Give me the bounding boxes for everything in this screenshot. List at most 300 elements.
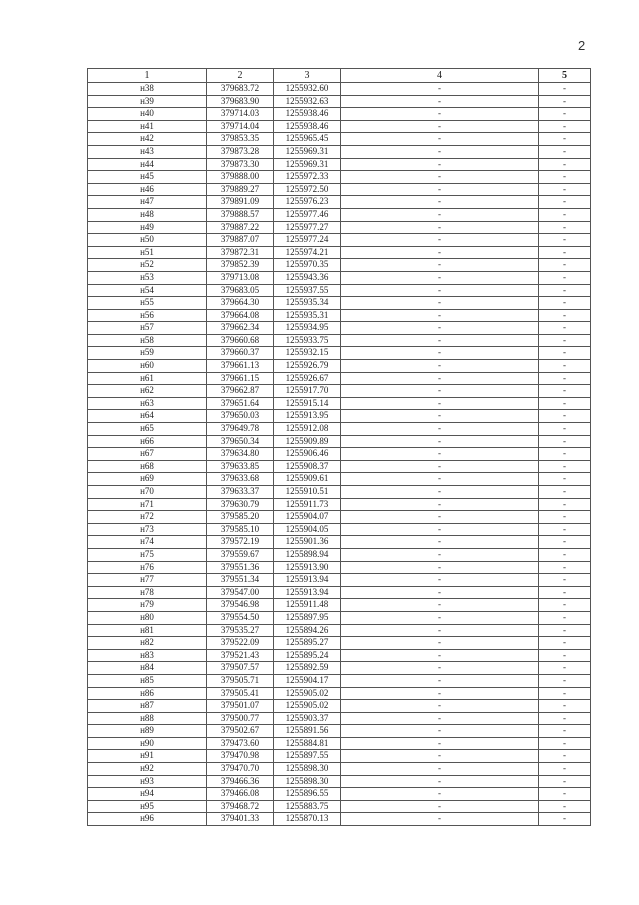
table-row [88,498,591,511]
x-coordinate-cell: 379891.09 [207,196,274,209]
col-5-cell: - [539,460,591,473]
col-4-cell: - [341,397,539,410]
y-coordinate-cell: 1255909.89 [274,435,341,448]
col-5-cell: - [539,674,591,687]
col-5-cell: - [539,687,591,700]
col-5-cell: - [539,347,591,360]
table-row [88,662,591,675]
col-5-cell: - [539,83,591,96]
col-5-cell: - [539,486,591,499]
col-4-cell: - [341,788,539,801]
point-id-cell: н85 [88,674,207,687]
x-coordinate-cell: 379662.34 [207,322,274,335]
col-5-cell: - [539,171,591,184]
y-coordinate-cell: 1255870.13 [274,813,341,826]
col-4-cell: - [341,360,539,373]
col-4-cell: - [341,674,539,687]
col-4-cell: - [341,108,539,121]
col-5-cell: - [539,700,591,713]
y-coordinate-cell: 1255891.56 [274,725,341,738]
x-coordinate-cell: 379683.72 [207,83,274,96]
point-id-cell: н77 [88,574,207,587]
col-4-cell: - [341,183,539,196]
y-coordinate-cell: 1255913.94 [274,586,341,599]
point-id-cell: н52 [88,259,207,272]
table-row [88,259,591,272]
y-coordinate-cell: 1255911.48 [274,599,341,612]
col-5-cell: - [539,145,591,158]
col-4-cell: - [341,662,539,675]
table-row [88,133,591,146]
table-row [88,145,591,158]
x-coordinate-cell: 379554.50 [207,611,274,624]
y-coordinate-cell: 1255898.94 [274,548,341,561]
y-coordinate-cell: 1255933.75 [274,334,341,347]
point-id-cell: н82 [88,637,207,650]
table-row [88,536,591,549]
col-4-cell: - [341,486,539,499]
point-id-cell: н68 [88,460,207,473]
point-id-cell: н84 [88,662,207,675]
coordinates-table [87,68,591,826]
col-4-cell: - [341,498,539,511]
col-5-cell: - [539,637,591,650]
col-5-cell: - [539,334,591,347]
col-5-cell: - [539,624,591,637]
col-4-cell: - [341,95,539,108]
point-id-cell: н93 [88,775,207,788]
col-4-cell: - [341,712,539,725]
col-5-cell: - [539,788,591,801]
table-row [88,95,591,108]
point-id-cell: н95 [88,800,207,813]
col-4-cell: - [341,813,539,826]
col-5-cell: - [539,234,591,247]
col-5-cell: - [539,410,591,423]
point-id-cell: н76 [88,561,207,574]
point-id-cell: н66 [88,435,207,448]
point-id-cell: н60 [88,360,207,373]
col-5-cell: - [539,397,591,410]
x-coordinate-cell: 379662.87 [207,385,274,398]
point-id-cell: н45 [88,171,207,184]
point-id-cell: н96 [88,813,207,826]
x-coordinate-cell: 379661.15 [207,372,274,385]
table-row [88,196,591,209]
col-4-cell: - [341,800,539,813]
x-coordinate-cell: 379873.28 [207,145,274,158]
table-row [88,813,591,826]
x-coordinate-cell: 379500.77 [207,712,274,725]
header-col-4: 4 [341,69,539,83]
table-row [88,788,591,801]
col-5-cell: - [539,271,591,284]
x-coordinate-cell: 379664.08 [207,309,274,322]
col-4-cell: - [341,624,539,637]
y-coordinate-cell: 1255903.37 [274,712,341,725]
y-coordinate-cell: 1255926.79 [274,360,341,373]
y-coordinate-cell: 1255895.27 [274,637,341,650]
y-coordinate-cell: 1255913.90 [274,561,341,574]
table-row [88,687,591,700]
header-col-2: 2 [207,69,274,83]
x-coordinate-cell: 379473.60 [207,737,274,750]
point-id-cell: н79 [88,599,207,612]
table-row [88,548,591,561]
table-row [88,423,591,436]
table-row [88,700,591,713]
point-id-cell: н43 [88,145,207,158]
point-id-cell: н64 [88,410,207,423]
col-4-cell: - [341,599,539,612]
point-id-cell: н75 [88,548,207,561]
col-5-cell: - [539,574,591,587]
col-4-cell: - [341,347,539,360]
x-coordinate-cell: 379585.20 [207,511,274,524]
x-coordinate-cell: 379633.68 [207,473,274,486]
col-4-cell: - [341,297,539,310]
col-5-cell: - [539,158,591,171]
col-5-cell: - [539,133,591,146]
col-5-cell: - [539,246,591,259]
col-5-cell: - [539,511,591,524]
point-id-cell: н44 [88,158,207,171]
col-4-cell: - [341,145,539,158]
table-row [88,649,591,662]
y-coordinate-cell: 1255969.31 [274,145,341,158]
col-4-cell: - [341,611,539,624]
point-id-cell: н58 [88,334,207,347]
x-coordinate-cell: 379466.36 [207,775,274,788]
col-5-cell: - [539,95,591,108]
col-5-cell: - [539,208,591,221]
x-coordinate-cell: 379585.10 [207,523,274,536]
x-coordinate-cell: 379521.43 [207,649,274,662]
x-coordinate-cell: 379888.00 [207,171,274,184]
y-coordinate-cell: 1255915.14 [274,397,341,410]
col-4-cell: - [341,637,539,650]
col-4-cell: - [341,234,539,247]
y-coordinate-cell: 1255909.61 [274,473,341,486]
point-id-cell: н53 [88,271,207,284]
table-row [88,221,591,234]
col-4-cell: - [341,586,539,599]
point-id-cell: н87 [88,700,207,713]
y-coordinate-cell: 1255910.51 [274,486,341,499]
point-id-cell: н81 [88,624,207,637]
col-5-cell: - [539,498,591,511]
col-5-cell: - [539,712,591,725]
table-row [88,410,591,423]
point-id-cell: н57 [88,322,207,335]
x-coordinate-cell: 379559.67 [207,548,274,561]
table-row [88,83,591,96]
x-coordinate-cell: 379887.22 [207,221,274,234]
x-coordinate-cell: 379535.27 [207,624,274,637]
point-id-cell: н69 [88,473,207,486]
table-row [88,208,591,221]
point-id-cell: н41 [88,120,207,133]
y-coordinate-cell: 1255977.46 [274,208,341,221]
col-5-cell: - [539,775,591,788]
x-coordinate-cell: 379547.00 [207,586,274,599]
y-coordinate-cell: 1255935.31 [274,309,341,322]
point-id-cell: н48 [88,208,207,221]
col-4-cell: - [341,473,539,486]
col-5-cell: - [539,297,591,310]
col-5-cell: - [539,599,591,612]
table-row [88,763,591,776]
y-coordinate-cell: 1255937.55 [274,284,341,297]
x-coordinate-cell: 379630.79 [207,498,274,511]
col-4-cell: - [341,548,539,561]
x-coordinate-cell: 379889.27 [207,183,274,196]
point-id-cell: н91 [88,750,207,763]
x-coordinate-cell: 379551.34 [207,574,274,587]
point-id-cell: н83 [88,649,207,662]
col-4-cell: - [341,763,539,776]
col-4-cell: - [341,196,539,209]
col-5-cell: - [539,536,591,549]
y-coordinate-cell: 1255932.63 [274,95,341,108]
col-5-cell: - [539,548,591,561]
table-row [88,473,591,486]
table-row [88,486,591,499]
table-row [88,284,591,297]
col-4-cell: - [341,372,539,385]
y-coordinate-cell: 1255965.45 [274,133,341,146]
x-coordinate-cell: 379401.33 [207,813,274,826]
x-coordinate-cell: 379649.78 [207,423,274,436]
point-id-cell: н92 [88,763,207,776]
col-5-cell: - [539,561,591,574]
table-row [88,108,591,121]
col-5-cell: - [539,108,591,121]
x-coordinate-cell: 379522.09 [207,637,274,650]
col-5-cell: - [539,662,591,675]
table-row [88,448,591,461]
x-coordinate-cell: 379853.35 [207,133,274,146]
x-coordinate-cell: 379683.05 [207,284,274,297]
y-coordinate-cell: 1255904.05 [274,523,341,536]
table-row [88,460,591,473]
x-coordinate-cell: 379873.30 [207,158,274,171]
col-4-cell: - [341,700,539,713]
x-coordinate-cell: 379468.72 [207,800,274,813]
y-coordinate-cell: 1255935.34 [274,297,341,310]
table-row [88,523,591,536]
point-id-cell: н54 [88,284,207,297]
table-row [88,360,591,373]
col-4-cell: - [341,271,539,284]
point-id-cell: н89 [88,725,207,738]
x-coordinate-cell: 379651.64 [207,397,274,410]
x-coordinate-cell: 379852.39 [207,259,274,272]
y-coordinate-cell: 1255938.46 [274,108,341,121]
y-coordinate-cell: 1255913.95 [274,410,341,423]
table-row [88,586,591,599]
header-row [88,69,591,83]
y-coordinate-cell: 1255938.46 [274,120,341,133]
col-4-cell: - [341,334,539,347]
table-row [88,624,591,637]
x-coordinate-cell: 379466.08 [207,788,274,801]
col-5-cell: - [539,649,591,662]
col-5-cell: - [539,435,591,448]
x-coordinate-cell: 379872.31 [207,246,274,259]
col-5-cell: - [539,120,591,133]
point-id-cell: н51 [88,246,207,259]
header-col-3: 3 [274,69,341,83]
y-coordinate-cell: 1255969.31 [274,158,341,171]
table-header [88,69,591,83]
y-coordinate-cell: 1255972.50 [274,183,341,196]
x-coordinate-cell: 379714.03 [207,108,274,121]
y-coordinate-cell: 1255905.02 [274,700,341,713]
point-id-cell: н71 [88,498,207,511]
table-row [88,271,591,284]
y-coordinate-cell: 1255934.95 [274,322,341,335]
point-id-cell: н86 [88,687,207,700]
col-4-cell: - [341,460,539,473]
point-id-cell: н74 [88,536,207,549]
x-coordinate-cell: 379650.34 [207,435,274,448]
table-row [88,435,591,448]
y-coordinate-cell: 1255977.27 [274,221,341,234]
header-col-5: 5 [539,69,591,83]
col-4-cell: - [341,385,539,398]
col-5-cell: - [539,360,591,373]
col-5-cell: - [539,763,591,776]
table-row [88,674,591,687]
table-row [88,347,591,360]
y-coordinate-cell: 1255976.23 [274,196,341,209]
table-row [88,372,591,385]
x-coordinate-cell: 379633.85 [207,460,274,473]
table-row [88,385,591,398]
table-row [88,234,591,247]
y-coordinate-cell: 1255897.95 [274,611,341,624]
table-row [88,309,591,322]
col-4-cell: - [341,309,539,322]
col-4-cell: - [341,448,539,461]
table-row [88,574,591,587]
col-4-cell: - [341,574,539,587]
point-id-cell: н72 [88,511,207,524]
y-coordinate-cell: 1255904.07 [274,511,341,524]
point-id-cell: н55 [88,297,207,310]
y-coordinate-cell: 1255972.33 [274,171,341,184]
x-coordinate-cell: 379572.19 [207,536,274,549]
point-id-cell: н47 [88,196,207,209]
col-5-cell: - [539,750,591,763]
col-4-cell: - [341,83,539,96]
col-4-cell: - [341,511,539,524]
y-coordinate-cell: 1255926.67 [274,372,341,385]
x-coordinate-cell: 379502.67 [207,725,274,738]
x-coordinate-cell: 379633.37 [207,486,274,499]
y-coordinate-cell: 1255911.73 [274,498,341,511]
point-id-cell: н38 [88,83,207,96]
col-4-cell: - [341,423,539,436]
col-5-cell: - [539,385,591,398]
col-4-cell: - [341,737,539,750]
y-coordinate-cell: 1255897.55 [274,750,341,763]
y-coordinate-cell: 1255932.60 [274,83,341,96]
table-row [88,611,591,624]
point-id-cell: н46 [88,183,207,196]
col-5-cell: - [539,448,591,461]
col-4-cell: - [341,120,539,133]
col-5-cell: - [539,259,591,272]
x-coordinate-cell: 379714.04 [207,120,274,133]
x-coordinate-cell: 379470.70 [207,763,274,776]
table-row [88,297,591,310]
col-5-cell: - [539,611,591,624]
col-5-cell: - [539,473,591,486]
y-coordinate-cell: 1255894.26 [274,624,341,637]
col-4-cell: - [341,687,539,700]
page-number: 2 [578,38,586,53]
col-5-cell: - [539,737,591,750]
col-5-cell: - [539,800,591,813]
y-coordinate-cell: 1255917.70 [274,385,341,398]
y-coordinate-cell: 1255932.15 [274,347,341,360]
x-coordinate-cell: 379634.80 [207,448,274,461]
x-coordinate-cell: 379650.03 [207,410,274,423]
y-coordinate-cell: 1255905.02 [274,687,341,700]
col-5-cell: - [539,372,591,385]
y-coordinate-cell: 1255901.36 [274,536,341,549]
col-4-cell: - [341,171,539,184]
col-5-cell: - [539,322,591,335]
table-row [88,120,591,133]
table-row [88,334,591,347]
x-coordinate-cell: 379505.41 [207,687,274,700]
table-row [88,158,591,171]
y-coordinate-cell: 1255906.46 [274,448,341,461]
y-coordinate-cell: 1255977.24 [274,234,341,247]
col-4-cell: - [341,259,539,272]
table-row [88,599,591,612]
y-coordinate-cell: 1255908.37 [274,460,341,473]
point-id-cell: н63 [88,397,207,410]
col-4-cell: - [341,561,539,574]
table-row [88,737,591,750]
col-4-cell: - [341,536,539,549]
x-coordinate-cell: 379507.57 [207,662,274,675]
x-coordinate-cell: 379546.98 [207,599,274,612]
col-5-cell: - [539,183,591,196]
col-5-cell: - [539,586,591,599]
col-5-cell: - [539,309,591,322]
table-row [88,725,591,738]
point-id-cell: н80 [88,611,207,624]
col-5-cell: - [539,196,591,209]
point-id-cell: н59 [88,347,207,360]
col-4-cell: - [341,435,539,448]
y-coordinate-cell: 1255898.30 [274,775,341,788]
y-coordinate-cell: 1255892.59 [274,662,341,675]
col-4-cell: - [341,284,539,297]
x-coordinate-cell: 379664.30 [207,297,274,310]
table-row [88,561,591,574]
point-id-cell: н62 [88,385,207,398]
point-id-cell: н39 [88,95,207,108]
table-row [88,171,591,184]
y-coordinate-cell: 1255943.36 [274,271,341,284]
x-coordinate-cell: 379661.13 [207,360,274,373]
